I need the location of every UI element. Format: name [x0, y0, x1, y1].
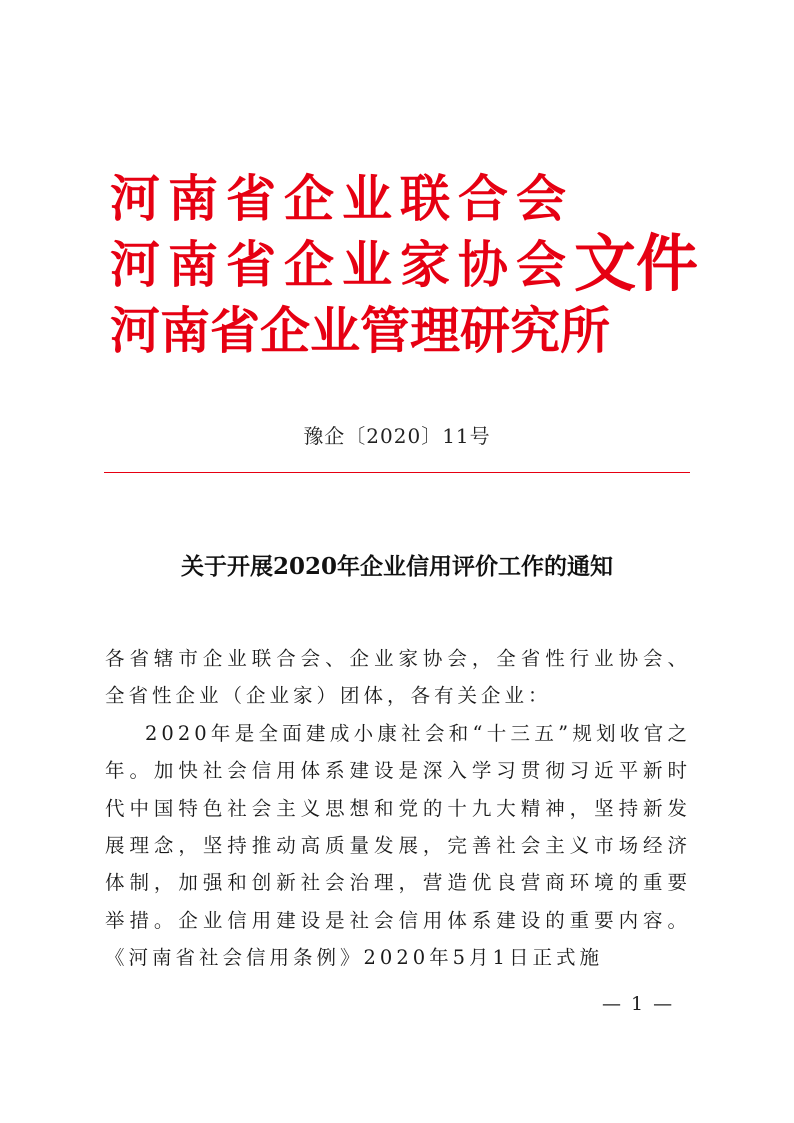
salutation: 各省辖市企业联合会、企业家协会，全省性行业协会、全省性企业（企业家）团体，各有关企业： — [105, 647, 691, 708]
body-paragraph: 2020年是全面建成小康社会和“十三五”规划收官之年。加快社会信用体系建设是深入学习贯彻习近平新时代中国特色社会主义思想和党的十九大精神，坚持新发展理念，坚持推动高质量发展，完善社会主义市场经济体制，加强和创新社会治理，营造优良营商环境的重要举措。企业信用建设是社会信用体系建设的重要内容。《河南省社会信用条例》2020年5月1日正式施 — [105, 721, 691, 970]
page-number: — 1 — — [602, 993, 675, 1015]
org-line-1: 河南省企业联合会 — [110, 169, 574, 228]
document-number: 豫企〔2020〕11号 — [303, 424, 491, 448]
document-type-label: 文件 — [574, 227, 699, 300]
org-line-2: 河南省企业家协会 — [110, 235, 574, 294]
issuing-organizations — [110, 166, 610, 364]
org-line-3: 河南省企业管理研究所 — [110, 301, 610, 360]
body-text — [105, 640, 691, 977]
notice-title: 关于开展2020年企业信用评价工作的通知 — [180, 553, 613, 580]
red-separator-line — [104, 472, 690, 473]
